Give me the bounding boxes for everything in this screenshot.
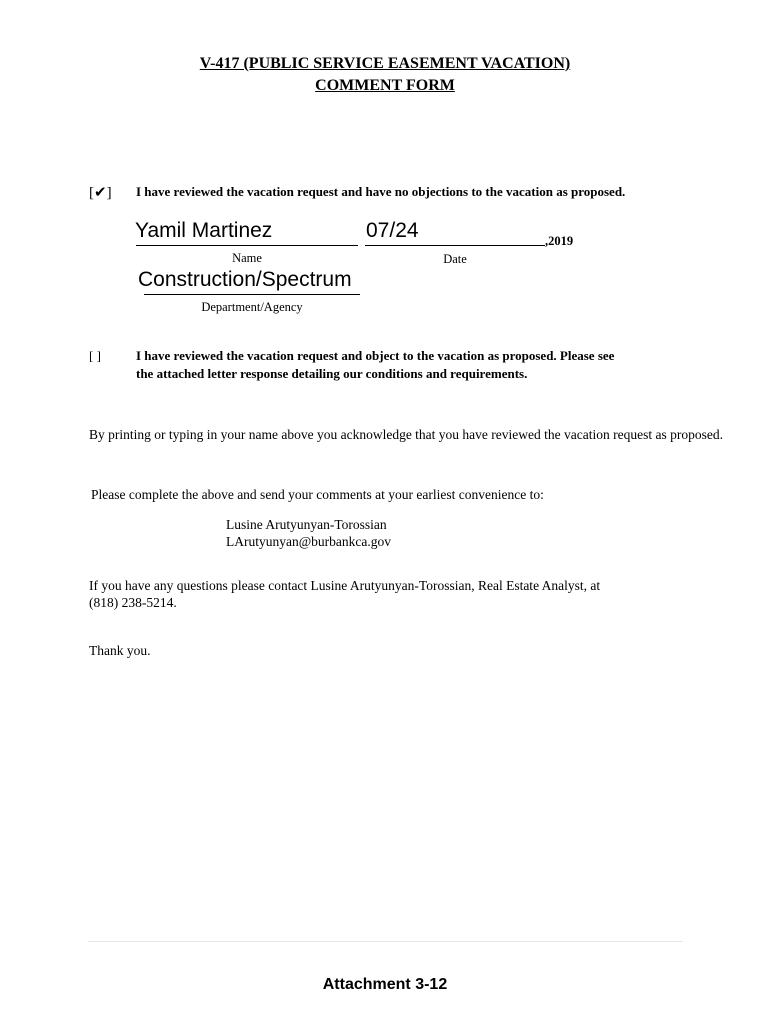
send-instructions: Please complete the above and send your comments at your earliest convenience to: <box>91 487 544 502</box>
name-field-value[interactable]: Yamil Martinez <box>135 219 273 242</box>
checkbox-object[interactable]: [ ] <box>89 348 101 363</box>
questions-phone: (818) 238-5214. <box>89 595 177 610</box>
no-objection-statement: I have reviewed the vacation request and have no objections to the vacation as proposed. <box>136 184 626 199</box>
date-field-value[interactable]: 07/24 <box>366 219 419 242</box>
object-statement-line2: the attached letter response detailing our conditions and requirements. <box>136 366 528 381</box>
date-field-label: Date <box>443 252 467 266</box>
department-field-value[interactable]: Construction/Spectrum <box>138 268 352 291</box>
department-field-line <box>144 294 360 295</box>
acknowledgement-text: By printing or typing in your name above you acknowledge that you have reviewed the vacation request as proposed. <box>89 427 723 442</box>
object-statement-line1: I have reviewed the vacation request and object to the vacation as proposed. Please see <box>136 348 615 363</box>
department-field-label: Department/Agency <box>201 300 303 314</box>
closing-text: Thank you. <box>89 643 151 658</box>
name-field-label: Name <box>232 251 262 265</box>
contact-name: Lusine Arutyunyan-Torossian <box>226 517 387 532</box>
contact-email[interactable]: LArutyunyan@burbankca.gov <box>226 534 392 549</box>
questions-line1: If you have any questions please contact Lusine Arutyunyan-Torossian, Real Estate Analyst, at <box>89 578 601 593</box>
checkbox-no-objection[interactable]: [✔] <box>89 185 112 201</box>
name-field-line <box>136 245 358 246</box>
date-field-line <box>365 245 545 246</box>
form-title-line1: V-417 (PUBLIC SERVICE EASEMENT VACATION) <box>199 55 571 72</box>
form-title-line2: COMMENT FORM <box>315 77 455 94</box>
footer-divider <box>88 941 683 942</box>
date-year-suffix: ,2019 <box>545 234 574 248</box>
attachment-label: Attachment 3-12 <box>322 976 448 993</box>
